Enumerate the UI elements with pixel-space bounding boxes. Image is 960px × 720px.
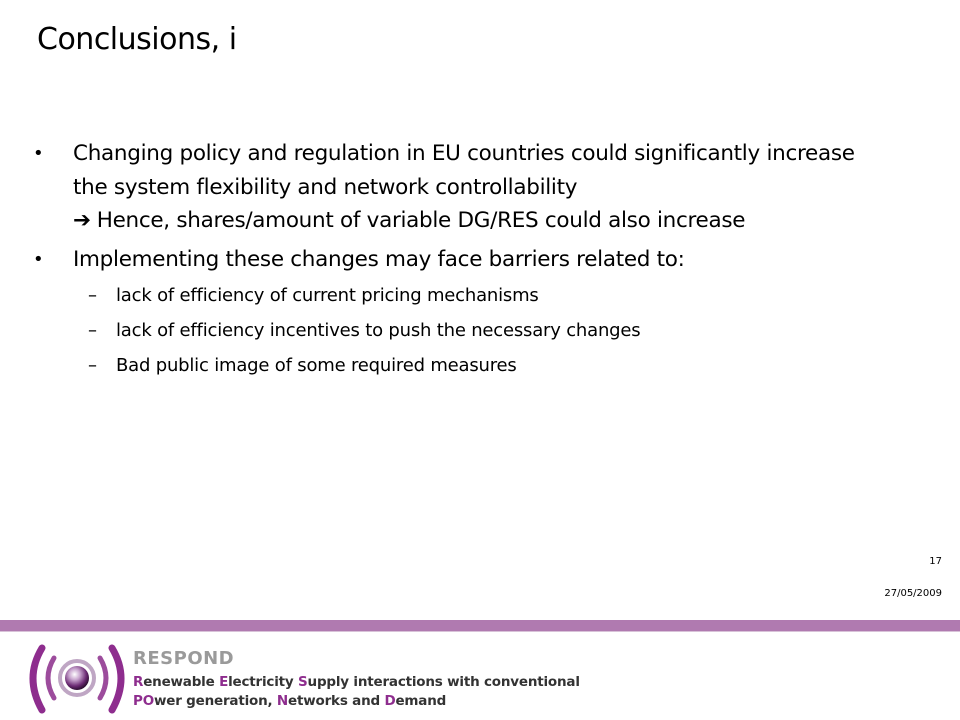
arrow-text: Hence, shares/amount of variable DG/RES could also increase [96, 208, 746, 233]
tagline-text: emand [395, 693, 447, 709]
conclusion-arrow-line [73, 204, 745, 238]
sub-bullet-text: Bad public image of some required measures [116, 355, 517, 376]
bullet-item [33, 243, 893, 277]
slide-title: Conclusions, i [37, 22, 237, 57]
sub-bullet-text: lack of efficiency incentives to push the necessary changes [116, 320, 641, 341]
tagline-letter: R [133, 674, 144, 690]
project-tagline [133, 673, 580, 711]
tagline-letter: N [276, 693, 289, 709]
tagline-text: wer generation, [153, 693, 277, 709]
brand-name: RESPOND [133, 648, 235, 669]
bullet-item [33, 137, 893, 205]
arrow-icon: ➔ [73, 208, 91, 233]
sub-bullet-item [88, 279, 539, 313]
tagline-text: upply interactions with conventional [307, 674, 580, 690]
bullet-symbol: • [33, 143, 44, 164]
bullet-symbol: • [33, 249, 44, 270]
bullet-text: Implementing these changes may face barriers related to: [73, 247, 685, 272]
footer-bar [0, 620, 960, 631]
tagline-text: enewable [143, 674, 220, 690]
tagline-letter: D [384, 693, 396, 709]
respond-logo-icon [28, 640, 126, 716]
tagline-line-1 [133, 673, 580, 692]
dash-symbol: – [88, 355, 97, 376]
slide-date: 27/05/2009 [884, 588, 942, 599]
tagline-text: lectricity [228, 674, 299, 690]
tagline-letter: S [298, 674, 308, 690]
dash-symbol: – [88, 320, 97, 341]
sub-bullet-item [88, 314, 641, 348]
footer-divider [0, 631, 960, 632]
tagline-letter: PO [133, 693, 154, 709]
sub-bullet-text: lack of efficiency of current pricing mechanisms [116, 285, 539, 306]
dash-symbol: – [88, 285, 97, 306]
slide-number: 17 [929, 556, 942, 567]
sub-bullet-item [88, 349, 517, 383]
tagline-text: etworks and [288, 693, 385, 709]
tagline-line-2 [133, 692, 580, 711]
bullet-text: Changing policy and regulation in EU countries could significantly increase the system flexibility and network controllability [73, 141, 855, 200]
tagline-letter: E [219, 674, 229, 690]
